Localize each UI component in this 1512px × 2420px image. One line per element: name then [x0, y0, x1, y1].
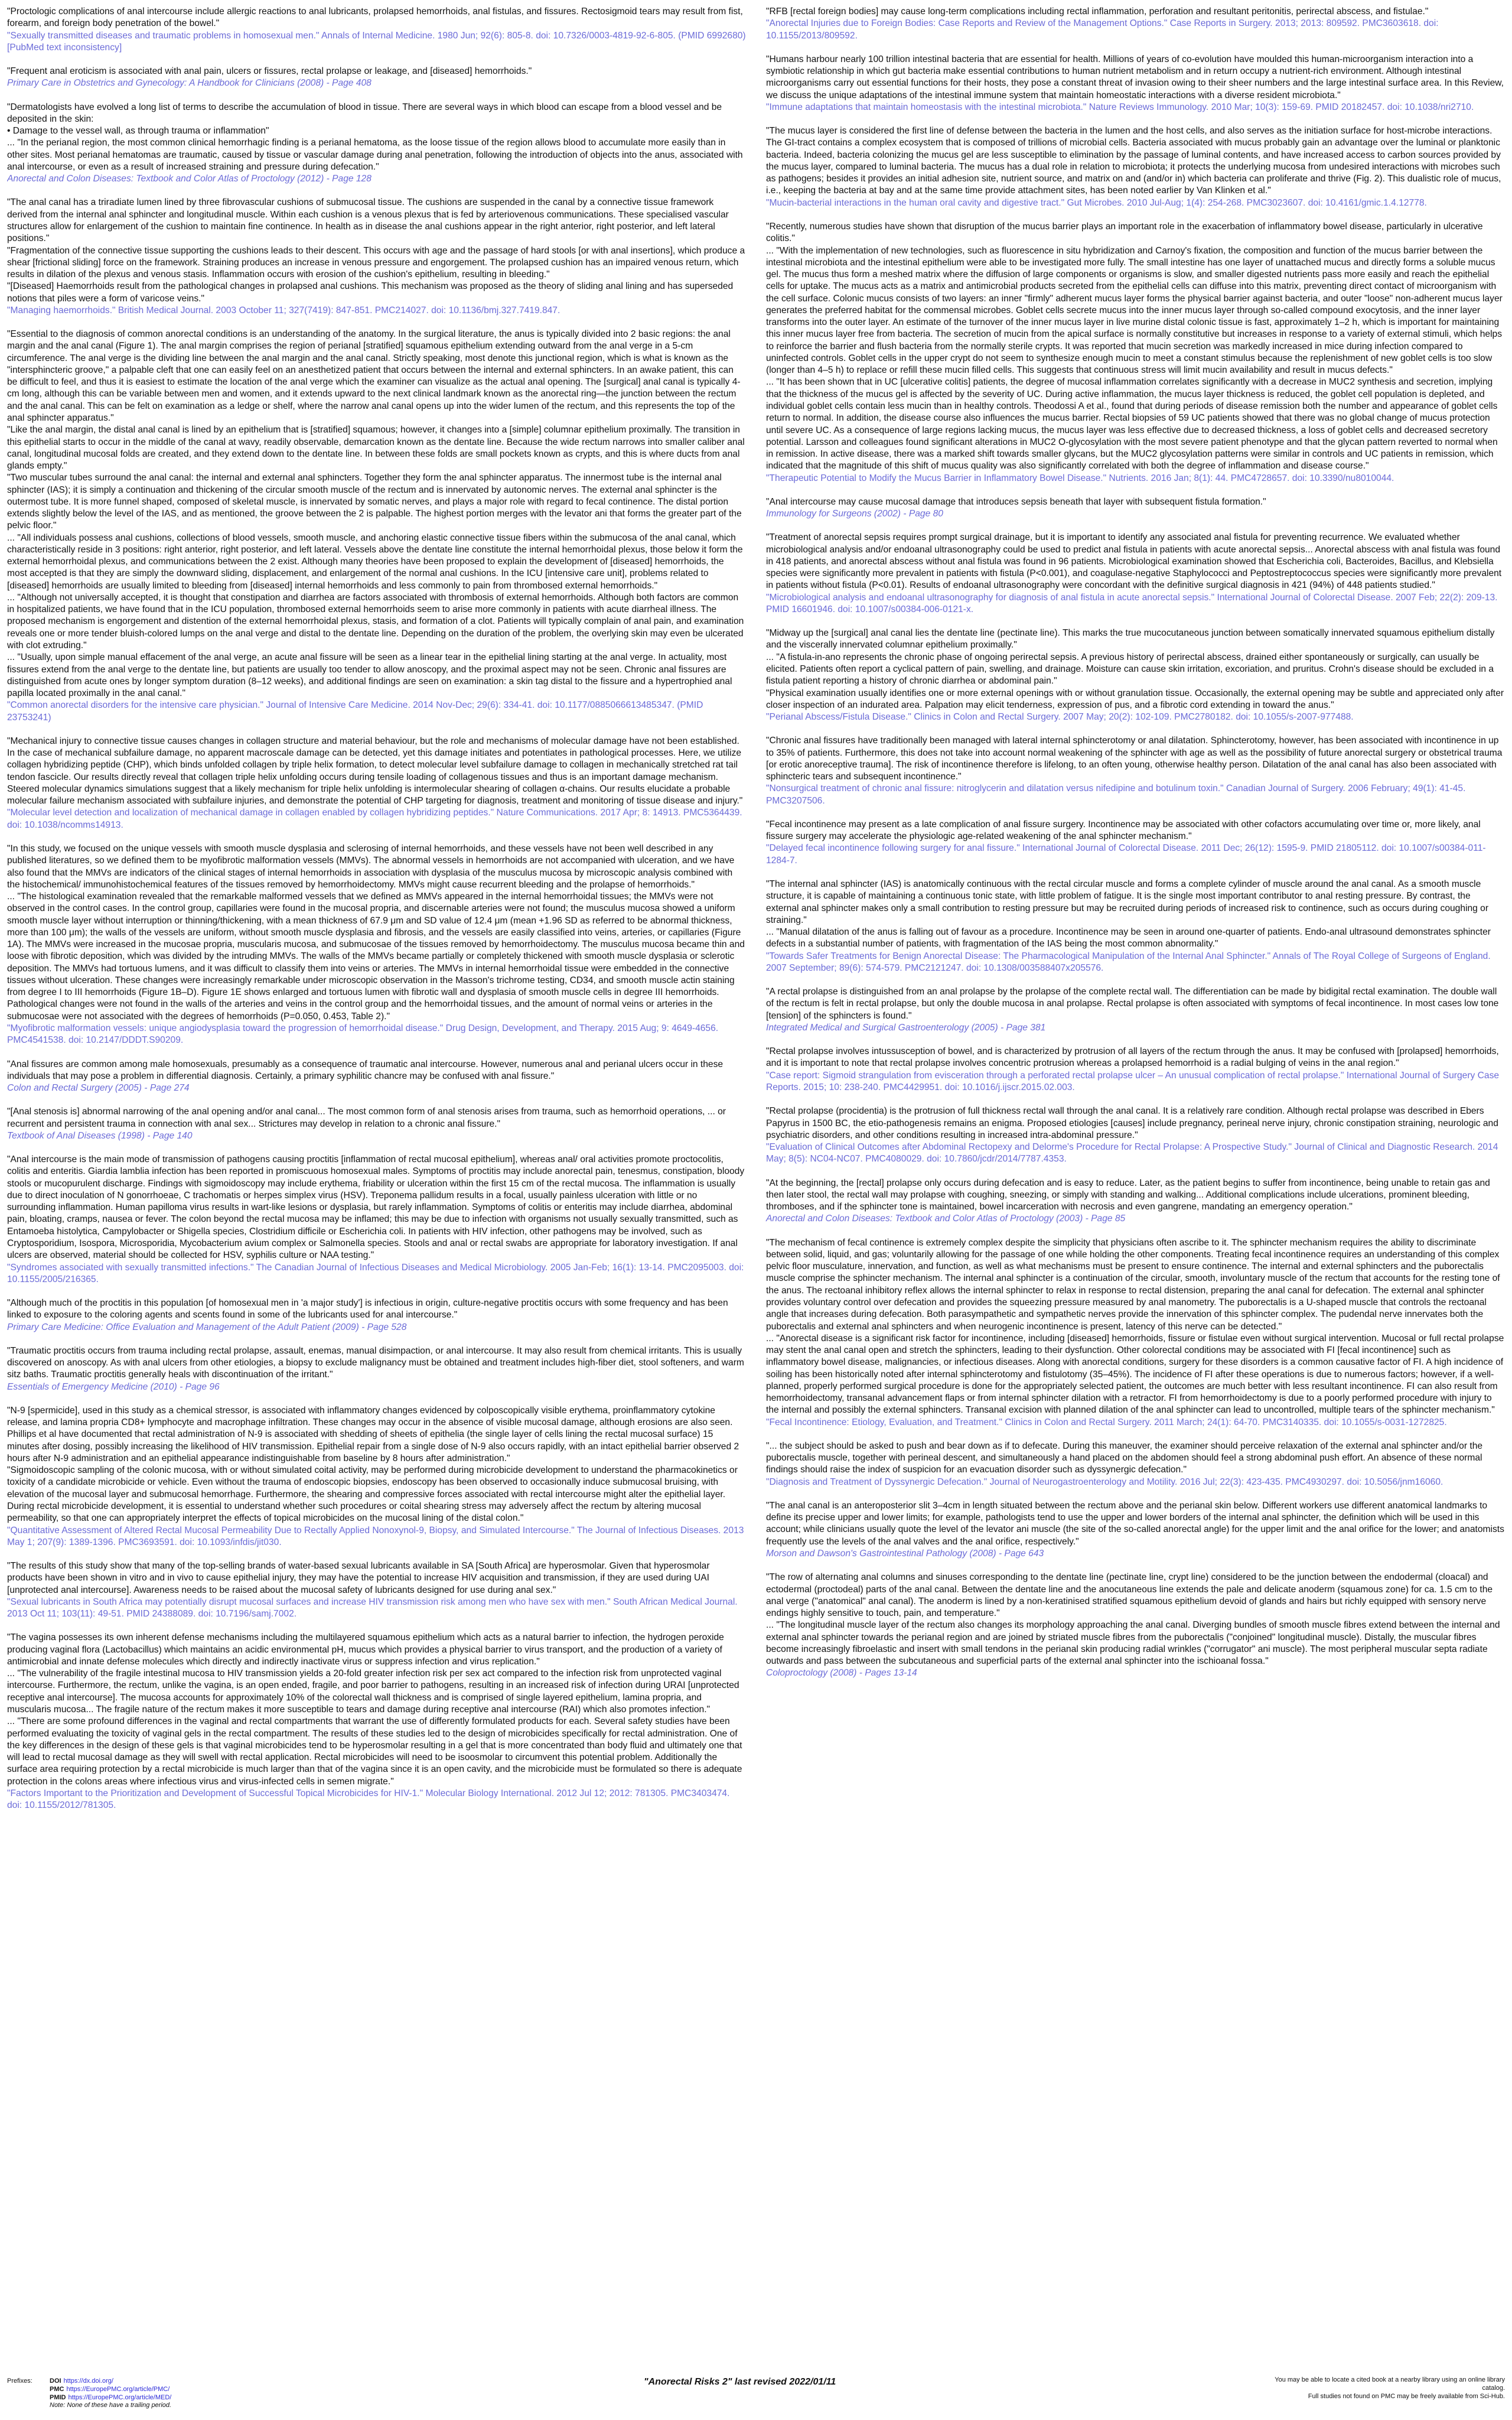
- footer-notes: [1257, 2376, 1505, 2401]
- book-citation[interactable]: Anorectal and Colon Diseases: Textbook and Color Atlas of Proctology (2012) - Page 128: [7, 174, 372, 184]
- quote-text: ... "The histological examination revealed that the remarkable malformed vessels that we defined as MMVs appeared in the internal hemorrhoidal tissues; the MMVs were not observed in the control cases. In the control group, capillaries were found in the mucosal propria, and discernable arteries were not found; the musculus mucosa showed a uniform smooth muscle layer without interruption or thinning/thickening, with a mean thickness of 67.9 μm and SD value of 12.4 μm (mean +1.96 SD as referred to be abnormal thickness, more than 100 μm); the walls of the vessels are uniform, without smooth muscle dysplasia and fibrosis, and the vessels are easily classified into veins, arteries, or capillaries (Figure 1A). The MMVs were increased in the mucosae propria, muscularis mucosa, and submucosae of the tissues removed by hemorrhoidectomy. The musculus mucosa became thin and loose with fibrotic deposition, which was divided by the intruding MMVs. The walls of the MMVs became partially or completely thickened with smooth muscle dysplasia or sclerotic deposition. The MMVs had tortuous lumens, and it was difficult to classify them into veins or arteries. The MMVs in internal hemorrhoidal tissue were embedded in the connective tissues without ulceration. These changes were increasingly remarkable under microscopic observation in the Masson's trichrome testing, CD34, and smooth muscle actin staining from degree I to III hemorrhoids (Figure 1B–D). Figure 1E shows enlarged and tortuous lumen with fibrotic wall and dysplasia of smooth muscle cells in degree III hemorrhoids. Pathological changes were not found in the walls of the arteries and veins in the control group and the hemorrhoidal tissues, and the amount of normal veins or arteries in the submucosae were not associated with the degrees of hemorrhoids (P=0.050, 0.453, Table 2).": [7, 892, 745, 1022]
- quote-text: "At the beginning, the [rectal] prolapse only occurs during defecation and is easy to reduce. Later, as the patient begins to suffer from incontinence, being unable to retain gas and then later stool, the rectal wall may prolapse with coughing, sneezing, or simply with standing and walking... Additional complications include ulcerations, prominent bleeding, thromboses, and if the sphincter tone is maintained, bowel incarceration with necrosis and even gangrene, mandating an emergency operation.": [766, 1178, 1490, 1212]
- quote-entry: [766, 1572, 1505, 1679]
- article-citation[interactable]: "Molecular level detection and localization of mechanical damage in collagen enabled by collagen hybridizing peptides." Nature Communications. 2017 Apr; 8: 14913. PMC5364439. doi: 10.1038/ncomms14913.: [7, 808, 742, 830]
- quote-text: "[Diseased] Haemorrhoids result from the pathological changes in prolapsed anal cushions. This mechanism was proposed as the theory of sliding anal lining and has superseded notions that piles were a form of varicose veins.": [7, 281, 734, 304]
- quote-text: ... "Although not universally accepted, it is thought that constipation and diarrhea are factors associated with thrombosis of external hemorrhoids. Although both factors are common in hospitalized patients, we have found that in the ICU population, thrombosed external hemorrhoids seem to arise more commonly in patients with acute diarrheal illness. The proposed mechanism is engorgement and distention of the external hemorrhoidal plexus, stasis, and formation of a clot. Patients will typically complain of anal pain, and examination reveals one or more tender bluish-colored lumps on the anal verge and distal to the dentate line. Depending on the duration of the problem, the overlying skin may even be ulcerated with clot extruding.": [7, 592, 744, 651]
- quote-text: "N-9 [spermicide], used in this study as a chemical stressor, is associated with inflammatory changes evidenced by colposcopically visible erythema, proinflammatory cytokine release, and lamina propria CD8+ lymphocyte and macrophage infiltration. These changes may occur in the absence of visible mucosal damage, although erosions are also seen. Phillips et al have documented that rectal administration of N-9 is associated with shedding of sheets of epithelia (the single layer of cells lining the rectal mucosal surface) 15 minutes after dosing, possibly increasing the likelihood of HIV transmission. Epithelial repair from a single dose of N-9 also occurs rapidly, with an intact epithelial barrier observed 2 hours after N-9 administration and an epithelial appearance indistinguishable from baseline by 8 hours after administration.": [7, 1405, 739, 1463]
- document-title: "Anorectal Risks 2" last revised 2022/01/11: [644, 2377, 836, 2387]
- quote-entry: [766, 1237, 1505, 1429]
- quote-text: ... "It has been shown that in UC [ulcerative colitis] patients, the degree of mucosal inflammation correlates significantly with a decrease in MUC2 synthesis and secretion, implying that the thickness of the mucus gel is affected by the severity of UC. During active inflammation, the mucus layer thickness is reduced, the goblet cell population is depleted, and individual goblet cells contain less mucin than in healthy controls. Theodossi A et al., found that during periods of disease remission both the number and appearance of goblet cells return to normal. In addition, the disease course also influences the mucus barrier. Rectal biopsies of 59 UC patients showed that there was no global change of mucus protection until severe UC. As a consequence of large regions lacking mucus, the mucus layer was less effective due to decreased thickness, a loss of goblet cells and decreased secretory potential. Larsson and colleagues found significant alterations in MUC2 O-glycosylation with the most severe patient phenotype and that the glycan pattern reverted to normal when in remission. In active disease, there was a marked shift towards smaller glycans, but the MUC2 glycosylation patterns were similar in controls and UC patients in remission, which indicated that the magnitude of this shift of mucus quality was also significantly correlated with both the degree of inflammation and disease course.": [766, 377, 1498, 471]
- quote-entry: [7, 1345, 746, 1393]
- quote-text: "Frequent anal eroticism is associated with anal pain, ulcers or fissures, rectal prolapse or leakage, and [diseased] hemorrhoids.": [7, 66, 532, 77]
- quote-entry: [766, 1178, 1505, 1225]
- quote-text: "Proctologic complications of anal intercourse include allergic reactions to anal lubricants, prolapsed hemorrhoids, anal fistulas, and fissures. Rectosigmoid tears may result from fist, forearm, and foreign body penetration of the bowel.": [7, 6, 743, 29]
- quote-entry: [7, 1106, 746, 1142]
- quote-entry: [766, 221, 1505, 484]
- doi-prefix-row: DOI https://dx.doi.org/: [50, 2377, 113, 2385]
- library-note: You may be able to locate a cited book at a nearby library using an online library catalog.: [1275, 2376, 1505, 2392]
- article-citation[interactable]: "Anorectal Injuries due to Foreign Bodies: Case Reports and Review of the Management Options." Case Reports in Surgery. 2013; 2013: 809592. PMC3603618. doi: 10.1155/2013/809592.: [766, 18, 1439, 41]
- quote-entry: [7, 197, 746, 317]
- quote-text: ... "The vulnerability of the fragile intestinal mucosa to HIV transmission yields a 20-fold greater infection risk per sex act compared to the infection risk from unprotected vaginal intercourse. Furthermore, the rectum, unlike the vagina, is an open ended, fragile, and poor barrier to pathogens, resulting in an increased risk of infection during URAI [unprotected receptive anal intercourse]. The mucosa accounts for approximately 10% of the colorectal wall thickness and is comprised of single layered epithelium, lamina propria, and muscularis mucosa... The fragile nature of the rectum makes it more susceptible to tears and damage during receptive anal intercourse (RAI) which also promotes infection.": [7, 1668, 739, 1715]
- quote-entry: [766, 532, 1505, 616]
- quote-text: "Midway up the [surgical] anal canal lies the dentate line (pectinate line). This marks the true mucocutaneous junction between somatically innervated squamous epithelium distally and the viscerally innervated columnar epithelium proximally.": [766, 628, 1495, 650]
- quote-text: "In this study, we focused on the unique vessels with smooth muscle dysplasia and sclerosing of internal hemorrhoids, and these vessels have not been well described in any published literatures, so we defined them to be myofibrotic malformation vessels (MMVs). The abnormal vessels in hemorrhoids are not accompanied with ulceration, and we have also found that the MMVs are indicators of the clinical stages of internal hemorrhoids in association with dysplasia of the musculus mucosa by microscopic analysis combined with the histochemical/ immunohistochemical features of the tissues removed by hemorrhoidectomy. MMVs might cause recurrent bleeding and the prolapse of hemorrhoids.": [7, 844, 735, 890]
- quote-entry: [7, 328, 746, 724]
- quote-entry: [766, 1500, 1505, 1560]
- quote-entry: [766, 879, 1505, 974]
- quote-entry: [766, 1440, 1505, 1488]
- scihub-note: Full studies not found on PMC may be freely available from Sci-Hub.: [1308, 2392, 1505, 2400]
- article-citation[interactable]: "Immune adaptations that maintain homeostasis with the intestinal microbiota." Nature Reviews Immunology. 2010 Mar; 10(3): 159-69. PMID 20182457. doi: 10.1038/nri2710.: [766, 102, 1474, 112]
- quote-text: ... "A fistula-in-ano represents the chronic phase of ongoing perirectal sepsis. A previous history of perirectal abscess, drained either spontaneously or surgically, can usually be elicited. Patients often report a cyclical pattern of pain, swelling, and drainage. Moisture can cause skin irritation, excoriation, and pruritus. Crohn's disease should be excluded in a fistula patient reporting a history of chronic diarrhea or abdominal pain.": [766, 652, 1494, 687]
- quote-entry: [766, 819, 1505, 867]
- book-citation[interactable]: Primary Care in Obstetrics and Gynecology: A Handbook for Clinicians (2008) - Page 408: [7, 78, 372, 89]
- quote-text: "The vagina possesses its own inherent defense mechanisms including the multilayered squamous epithelium which acts as a natural barrier to infection, the hydrogen peroxide producing vaginal flora (Lactobacillus) which maintains an acidic environmental pH, mucus which provides a physical barrier to virus transport, and the production of a variety of antimicrobial and innate defense molecules which directly and indirectly inactivate virus or suppress infection and virus replication.": [7, 1632, 724, 1667]
- quote-text: "The mechanism of fecal continence is extremely complex despite the simplicity that physicians often ascribe to it. The sphincter mechanism requires the ability to discriminate between solid, liquid, and gas; voluntarily allowing for the passage of one while holding the other components. Treating fecal incontinence requires an understanding of this complex pelvic floor musculature, innervation, and function, as well as what mechanisms must be present to ensure continence. The internal and external sphincters and the puborectalis muscle comprise the sphincter mechanism. The internal anal sphincter is a continuation of the circular, smooth, involuntary muscle of the rectum that accounts for the resting tone of the anus. The rectoanal inhibitory reflex allows the internal sphincter to relax in response to rectal distension, preparing the anal canal for defecation. The external anal sphincter provides voluntary control over defecation and provides the squeezing pressure measured by anal manometry. The puborectalis is a U-shaped muscle that controls the rectoanal angle that increases during defecation. Both parasympathetic and sympathetic nerves provide the innervation of this sphincter complex. The pudendal nerve innervates both the puborectalis and external anal sphincters and when neurogenic incontinence is present, latency of this nerve can be detected.": [766, 1237, 1500, 1332]
- right-column: [766, 6, 1505, 2366]
- quote-entry: [7, 1560, 746, 1620]
- left-column: [7, 6, 746, 2366]
- article-citation[interactable]: "Towards Safer Treatments for Benign Anorectal Disease: The Pharmacological Manipulation of the Internal Anal Sphincter." Annals of The Royal College of Surgeons of England. 2007 September; 89(6): 574-579. PMC2121247. doi: 10.1308/003588407x205576.: [766, 951, 1491, 973]
- article-citation[interactable]: "Myofibrotic malformation vessels: unique angiodysplasia toward the progression of hemorrhoidal disease." Drug Design, Development, and Therapy. 2015 Aug; 9: 4649-4656. PMC4541538. doi: 10.2147/DDDT.S90209.: [7, 1023, 719, 1046]
- quote-text: "RFB [rectal foreign bodies] may cause long-term complications including rectal inflammation, perforation and resultant peritonitis, perirectal abscess, and fistulae.": [766, 6, 1429, 17]
- quote-entry: [7, 1059, 746, 1095]
- article-citation[interactable]: "Syndromes associated with sexually transmitted infections." The Canadian Journal of Infectious Diseases and Medical Microbiology. 2005 Jan-Feb; 16(1): 13-14. PMC2095003. doi: 10.1155/2005/216365.: [7, 1262, 744, 1284]
- quote-text: ... "Anorectal disease is a significant risk factor for incontinence, including [diseased] hemorrhoids, fissure or fistulae even without surgical intervention. Mucosal or full rectal prolapse may stent the anal canal open and stretch the sphincters, leading to their dysfunction. Other colorectal conditions may be associated with FI [fecal incontinence] such as inflammatory bowel disease, malignancies, or infectious diseases. Along with anorectal conditions, surgery for these disorders is a common causative factor of FI. A high incidence of soiling has been historically noted after internal sphincterotomy and fistulotomy (35–45%). The incidence of FI after these operations is due to numerous factors; however, if a well-planned, properly performed surgical procedure is done for the appropriately selected patient, the outcomes are much better with less resultant incontinence. FI can also result from hemorrhoidectomy, transanal advancement flaps or from internal sphincter dilation with a retractor. FI from hemorrhoidectomy is due to a poorly performed procedure with injury to the internal and possibly the external sphincters. Transanal excision with planned dilation of the anal sphincter can lead to uncontrolled, multiple tears of the sphincter mechanism.": [766, 1333, 1504, 1416]
- quote-entry: [7, 736, 746, 831]
- article-citation[interactable]: "Fecal Incontinence: Etiology, Evaluation, and Treatment." Clinics in Colon and Rectal Surgery. 2011 March; 24(1): 64-70. PMC3140335. doi: 10.1055/s-0031-1272825.: [766, 1417, 1447, 1427]
- quote-entry: [766, 54, 1505, 113]
- quote-text: ... "There are some profound differences in the vaginal and rectal compartments that warrant the use of differently formulated products for each. Several safety studies have been performed evaluating the toxicity of vaginal gels in the rectal compartment. The results of these studies led to the design of microbicides specifically for rectal administration. One of the key differences in the design of these gels is that vaginal microbicides tend to be hyperosmolar resulting in a gel that is more concentrated than body fluid and ultimately one that will lead to rectal mucosal damage as they will swell with rectal application. Rectal microbicides will need to be isoosmolar to circumvent this potential problem. Additionally the surface area requiring protection by a rectal microbicide is much larger than that of the vagina since it is an open cavity, and the microbicide must be formulated so there is adequate protection in the colons areas where infectious virus and virus-infected cells in semen migrate.": [7, 1716, 742, 1787]
- quote-text: ... "In the perianal region, the most common clinical hemorrhagic finding is a perianal hematoma, as the loose tissue of the region allows blood to accumulate more easily than in other sites. Most perianal hematomas are traumatic, caused by tissue or vascular damage during anal penetration, following the introduction of objects into the anus, associated with anal intercourse, or even as a result of increased straining and pressure during defecation.": [7, 138, 743, 172]
- quote-text: "The internal anal sphincter (IAS) is anatomically continuous with the rectal circular muscle and forms a complete cylinder of muscle around the anal canal. As a smooth muscle structure, it is capable of maintaining a continuous tonic state, with little problem of fatigue. It is the single most important contributor to anal resting pressure. By contrast, the external anal sphincter makes only a small contribution to resting pressure but may be recruited during periods of increased risk to continence, such as occurs during coughing or straining.": [766, 879, 1489, 925]
- prefixes-label: Prefixes:: [7, 2377, 32, 2385]
- article-citation[interactable]: "Sexually transmitted diseases and traumatic problems in homosexual men." Annals of Internal Medicine. 1980 Jun; 92(6): 805-8. doi: 10.7326/0003-4819-92-6-805. (PMID 6992680) [PubMed text inconsistency]: [7, 30, 746, 53]
- pmc-prefix-row: PMC https://EuropePMC.org/article/PMC/: [50, 2385, 170, 2393]
- quote-text: "Humans harbour nearly 100 trillion intestinal bacteria that are essential for health. Millions of years of co-evolution have moulded this human-microorganism interaction into a symbiotic relationship in which gut bacteria make essential contributions to human nutrient metabolism and in return occupy a nutrient-rich environment. Although intestinal microorganisms carry out essential functions for their hosts, they pose a constant threat of invasion owing to their sheer numbers and the large intestinal surface area. In this Review, we discuss the unique adaptations of the intestinal immune system that maintain homeostatic interactions with a diverse resident microbiota.": [766, 54, 1504, 100]
- quote-entry: [7, 843, 746, 1047]
- quote-text: "Fecal incontinence may present as a late complication of anal fissure surgery. Incontinence may be associated with other cofactors accumulating over time or, more likely, anal fissure surgery may accelerate the physiologic age-related weakening of the anal sphincter mechanism.": [766, 819, 1481, 842]
- quote-text: "Two muscular tubes surround the anal canal: the internal and external anal sphincters. Together they form the anal sphincter apparatus. The innermost tube is the internal anal sphincter (IAS); it is simply a continuation and thickening of the circular smooth muscle of the rectum and is innervated by autonomic nerves. The external anal sphincter is the outermost tube. It is more funnel shaped, composed of skeletal muscle, is innervated by somatic nerves, and plays a major role with regard to fecal continence. The distal portion extends slightly below the level of the IAS, and as mentioned, the groove between the 2 is palpable. The highest portion merges with the levator ani that forms the greater part of the pelvic floor.": [7, 473, 742, 531]
- book-citation[interactable]: Essentials of Emergency Medicine (2010) - Page 96: [7, 1381, 220, 1392]
- quote-entry: [766, 735, 1505, 807]
- quote-entry: [7, 102, 746, 186]
- quote-text: "The row of alternating anal columns and sinuses corresponding to the dentate line (pectinate line, crypt line) considered to be the junction between the endodermal (cloacal) and ectodermal (proctodeal) parts of the anal canal. Between the dentate line and the anocutaneous line extends the pale and delicate anoderm (squamous zone) for ca. 1.5 cm to the anal verge ("anatomical" anal canal). The anoderm is lined by a non-keratinised stratified squamous epithelium devoid of glands and hairs but richly equipped with sensory nerve endings highly sensitive to touch, pain, and temperature.": [766, 1572, 1493, 1619]
- quote-text: "Mechanical injury to connective tissue causes changes in collagen structure and material behaviour, but the role and mechanisms of molecular damage have not been established. In the case of mechanical subfailure damage, no apparent macroscale damage can be detected, yet this damage initiates and potentiates in pathological processes. Here, we utilize collagen hybridizing peptide (CHP), which binds unfolded collagen by triple helix formation, to detect molecular level subfailure damage to collagen in mechanically stretched rat tail tendon fascicle. Our results directly reveal that collagen triple helix unfolding occurs during tensile loading of collagenous tissues and thus is an important damage mechanism. Steered molecular dynamics simulations suggest that a likely mechanism for triple helix unfolding is intermolecular shearing of collagen α-chains. Our results elucidate a probable molecular failure mechanism associated with subfailure injuries, and demonstrate the potential of CHP targeting for diagnosis, treatment and monitoring of tissue disease and injury.": [7, 736, 743, 806]
- quote-entry: [766, 6, 1505, 42]
- quote-text: ... "All individuals possess anal cushions, collections of blood vessels, smooth muscle, and anchoring elastic connective tissue fibers within the submucosa of the anal canal, which characteristically reside in 3 positions: right anterior, right posterior, and left lateral. Vessels above the dentate line constitute the internal hemorrhoidal plexus, those below it form the external hemorrhoidal plexus, and communications between the 2 exist. Although many theories have been proposed to explain the development of [diseased] hemorrhoids, the most accepted is that they are simply the downward sliding, displacement, and enlargement of the normal anal cushions. In the ICU [intensive care unit], problems related to [diseased] hemorrhoids are usually limited to bleeding from [diseased] internal hemorrhoids and less commonly to pain from thrombosed external hemorrhoids.": [7, 532, 743, 591]
- quote-text: ... "Usually, upon simple manual effacement of the anal verge, an acute anal fissure will be seen as a linear tear in the epithelial lining starting at the anal verge. In actuality, most fissures extend from the anal verge to the dentate line, but patients are usually too tender to allow anoscopy, and the proximal aspect may not be seen. Chronic anal fissures are distinguished from acute ones by longer symptom duration (8–12 weeks), and additional findings are seen on examination: a skin tag distal to the fissure and a hypertrophied anal papilla located proximally in the anal canal.": [7, 652, 732, 699]
- book-citation[interactable]: Anorectal and Colon Diseases: Textbook and Color Atlas of Proctology (2003) - Page 85: [766, 1214, 1126, 1224]
- quote-text: "Traumatic proctitis occurs from trauma including rectal prolapse, assault, enemas, manual disimpaction, or anal intercourse. It may also result from chemical irritants. This is usually discovered on anoscopy. As with anal ulcers from other etiologies, a biopsy to exclude malignancy must be obtained and treatment includes high-fiber diet, stool softeners, and warm sitz baths. Traumatic proctitis generally heals with discontinuation of the irritant.": [7, 1345, 744, 1380]
- quote-text: "Anal intercourse is the main mode of transmission of pathogens causing proctitis [inflammation of rectal mucosal epithelium], whereas anal/ oral activities promote proctocolitis, colitis and enteritis. Giardia lamblia infection has been reported in promiscuous homosexual males. Symptoms of proctitis may include anorectal pain, tenesmus, constipation, bloody stools or mucopurulent discharge. Findings with sigmoidoscopy may include erythema, friability or ulceration within the first 15 cm of the rectal mucosa. The inflammation is usually due to direct inoculation of N gonorrhoeae, C trachomatis or herpes simplex virus (HSV). Treponema pallidum results in a focal, usually painless ulceration with little or no surrounding inflammation. Human papilloma virus results in wart-like lesions or dysplasia, but rarely inflammation. Symptoms of colitis or enteritis may include diarrhea, abdominal pain, bloating, cramps, nausea or fever. The colon beyond the rectal mucosa may be inflamed; this may be due to infection with organisms not usually sexually transmitted, such as Entamoeba histolytica, Campylobacter or Shigella species, Clostridium difficile or Escherichia coli. In patients with HIV infection, other pathogens may be involved, such as Cryptosporidium, Isospora, Microsporidia, Mycobacterium avium complex or Salmonella species. Stools and anal or rectal swabs are appropriate for laboratory investigation. If anal ulcers are observed, material should be collected for HSV, syphilis culture or NAA testing.": [7, 1154, 745, 1261]
- quote-entry: [766, 627, 1505, 723]
- article-citation[interactable]: "Mucin-bacterial interactions in the human oral cavity and digestive tract." Gut Microbes. 2010 Jul-Aug; 1(4): 254-268. PMC3023607. doi: 10.4161/gmic.1.4.12778.: [766, 197, 1427, 208]
- prefixes-note: Note: None of these have a trailing period.: [50, 2402, 172, 2409]
- pmc-prefix-link[interactable]: https://EuropePMC.org/article/PMC/: [66, 2385, 170, 2393]
- article-citation[interactable]: "Diagnosis and Treatment of Dyssynergic Defecation." Journal of Neurogastroenterology and Motility. 2016 Jul; 22(3): 423-435. PMC4930297. doi: 10.5056/jnm16060.: [766, 1476, 1443, 1487]
- quote-entry: [7, 66, 746, 90]
- book-citation[interactable]: Coloproctology (2008) - Pages 13-14: [766, 1668, 917, 1679]
- quote-text: "Recently, numerous studies have shown that disruption of the mucus barrier plays an important role in the exacerbation of inflammatory bowel disease, particularly in ulcerative colitis.": [766, 221, 1483, 244]
- quote-text: "Although much of the proctitis in this population [of homosexual men in 'a major study'] is infectious in origin, culture-negative proctitis occurs with some frequency and has been linked to exposure to the coloring agents and scents found in some of the lubricants used for anal intercourse.": [7, 1298, 728, 1320]
- pmid-prefix-link[interactable]: https://EuropePMC.org/article/MED/: [68, 2393, 172, 2401]
- quote-text: "Fragmentation of the connective tissue supporting the cushions leads to their descent. This occurs with age and the passage of hard stools [or with anal insertions], which produce a shear [frictional sliding] force on the framework. Straining produces an increase in venous pressure and engorgement. The prolapsed cushion has an impaired venous return, which results in dilation of the plexus and venous stasis. Inflammation occurs with erosion of the cushion's epithelium, resulting in bleeding.": [7, 245, 745, 280]
- quote-text: "Treatment of anorectal sepsis requires prompt surgical drainage, but it is important to identify any associated anal fistula for preventing recurrence. We evaluated whether microbiological analysis and/or endoanal ultrasonography could be used to predict anal fistula in patients with acute anorectal sepsis... Anorectal abscess with anal fistula was found in 418 patients, and anorectal abscess without anal fistula was found in 96 patients. Microbiological examination showed that Escherichia coli, Bacteroides, Bacillus, and Klebsiella species were significantly more prevalent in patients with fistula (P<0.001), and coagulase-negative Staphylococci and Peptostreptococcus species were significantly more prevalent in patients without fistula (P<0.01). Results of endoanal ultrasonography were concordant with the definitive surgical diagnosis in 421 (94%) of 448 patients studied.": [766, 532, 1502, 591]
- quote-entry: [7, 1297, 746, 1333]
- article-citation[interactable]: "Perianal Abscess/Fistula Disease." Clinics in Colon and Rectal Surgery. 2007 May; 20(2): 102-109. PMC2780182. doi: 10.1055/s-2007-977488.: [766, 712, 1354, 723]
- article-citation[interactable]: "Microbiological analysis and endoanal ultrasonography for diagnosis of anal fistula in acute anorectal sepsis." International Journal of Colorectal Disease. 2007 Feb; 22(2): 209-13. PMID 16601946. doi: 10.1007/s00384-006-0121-x.: [766, 592, 1498, 614]
- doi-prefix-link[interactable]: https://dx.doi.org/: [63, 2377, 113, 2385]
- article-citation[interactable]: "Case report: Sigmoid strangulation from evisceration through a perforated rectal prolapse ulcer – An unusual complication of rectal prolapse." International Journal of Surgery Case Reports. 2015; 10: 238-240. PMC4429951. doi: 10.1016/j.ijscr.2015.02.003.: [766, 1070, 1500, 1092]
- article-citation[interactable]: "Nonsurgical treatment of chronic anal fissure: nitroglycerin and dilatation versus nifedipine and botulinum toxin." Canadian Journal of Surgery. 2006 February; 49(1): 41-45. PMC3207506.: [766, 783, 1466, 806]
- quote-text: "The anal canal is an anteroposterior slit 3–4cm in length situated between the rectum above and the perianal skin below. Different workers use different anatomical landmarks to define its precise upper and lower limits; for example, pathologists tend to use the upper and lower borders of the internal anal sphincter, the definition which will be used in this account; while clinicians usually quote the level of the levator ani muscle (the site of the so-called anorectal angle) for the upper limit and the anal orifice for the lower; and anatomists frequently use the levels of the anal valves and the anal orifice, respectively.": [766, 1500, 1504, 1547]
- quote-entry: [766, 986, 1505, 1034]
- quote-text: • Damage to the vessel wall, as through trauma or inflammation": [7, 126, 269, 136]
- quote-text: "Anal intercourse may cause mucosal damage that introduces sepsis beneath that layer with subsequent fistula formation.": [766, 496, 1266, 507]
- pmid-prefix-row: PMID https://EuropePMC.org/article/MED/: [50, 2393, 172, 2401]
- quote-entry: [766, 125, 1505, 209]
- quote-entry: [766, 496, 1505, 521]
- quote-text: "Rectal prolapse involves intussusception of bowel, and is characterized by protrusion of all layers of the rectum through the anus. It may be confused with [prolapsed] hemorrhoids, and it is important to note that rectal prolapse involves concentric protrusion whereas a prolapsed hemorrhoid is a radial bulging of veins in the anal region.": [766, 1046, 1499, 1069]
- book-citation[interactable]: Colon and Rectal Surgery (2005) - Page 274: [7, 1083, 190, 1094]
- article-citation[interactable]: "Delayed fecal incontinence following surgery for anal fissure." International Journal of Colorectal Disease. 2011 Dec; 26(12): 1595-9. PMID 21805112. doi: 10.1007/s00384-011-1284-7.: [766, 843, 1486, 866]
- quote-text: "The results of this study show that many of the top-selling brands of water-based sexual lubricants available in SA [South Africa] are hyperosmolar. Given that hyperosmolar products have been shown in vitro and in vivo to cause epithelial injury, they may have the potential to increase HIV acquisition and transmission, if they are used during UAI [unprotected anal intercourse]. Awareness needs to be raised about the mucosal safety of lubricants designed for use during anal sex.": [7, 1561, 710, 1595]
- article-citation[interactable]: "Common anorectal disorders for the intensive care physician." Journal of Intensive Care Medicine. 2014 Nov-Dec; 29(6): 334-41. doi: 10.1177/0885066613485347. (PMID 23753241): [7, 700, 703, 723]
- quote-text: "Rectal prolapse (procidentia) is the protrusion of full thickness rectal wall through the anal canal. It is a relatively rare condition. Although rectal prolapse was described in Ebers Papyrus in 1500 BC, the etio-pathogenesis remains an enigma. Proposed etiologies [causes] include pregnancy, perineal nerve injury, chronic constipation straining, neurologic and psychiatric disorders, and other conditions resulting in increased intra-abdominal pressure.": [766, 1106, 1498, 1140]
- quote-text: "[Anal stenosis is] abnormal narrowing of the anal opening and/or anal canal... The most common form of anal stenosis arises from trauma, such as hemorrhoid operations, ... or recurrent and persistent trauma in connection with anal sex... Strictures may develop in relation to a chronic anal fissure.": [7, 1107, 726, 1129]
- quote-text: "A rectal prolapse is distinguished from an anal prolapse by the prolapse of the complete rectal wall. The differentiation can be made by bidigital rectal examination. The double wall of the rectum is felt in rectal prolapse, but only the double mucosa in anal prolapse. Rectal prolapse is often associated with symptoms of fecal incontinence. In most cases low tone [tension] of the sphincters is found.": [766, 987, 1499, 1021]
- quote-text: "Sigmoidoscopic sampling of the colonic mucosa, with or without simulated coital activity, may be performed during microbicide development to understand the pharmacokinetics or toxicity of a candidate microbicide or vehicle. Even without the trauma of endoscopic biopsies, endoscopy has been observed to occasionally induce submucosal bruising, with elevation of the mucosal layer and submucosal hemorrhage. Furthermore, the shearing and compressive forces associated with rectal intercourse might alter the epithelial layer. During rectal microbicide development, it is essential to understand whether such procedures or coital shearing stress may adversely affect the rectum by altering mucosal permeability, so that one can appropriately interpret the effects of topical microbicides on the mucosal lining of the distal colon.": [7, 1465, 738, 1524]
- book-citation[interactable]: Morson and Dawson's Gastrointestinal Pathology (2008) - Page 643: [766, 1549, 1044, 1559]
- quote-text: "Physical examination usually identifies one or more external openings with or without granulation tissue. Occasionally, the external opening may be subtle and appreciated only after closer inspection of an indurated area. Palpation may elicit tenderness, expression of pus, and a fibrotic cord extending in toward the anus.": [766, 688, 1504, 710]
- quote-text: "Dermatologists have evolved a long list of terms to describe the accumulation of blood in tissue. There are several ways in which blood can escape from a blood vessel and be deposited in the skin:: [7, 102, 722, 124]
- quote-text: ... "Manual dilatation of the anus is falling out of favour as a procedure. Incontinence may be seen in around one-quarter of patients. Endo-anal ultrasound demonstrates sphincter defects in a substantial number of patients, with fragmentation of the IAS being the most common abnormality.": [766, 927, 1491, 949]
- quote-text: "Anal fissures are common among male homosexuals, presumably as a consequence of traumatic anal intercourse. However, numerous anal and perianal ulcers occur in these individuals that may pose a problem in differential diagnosis. Certainly, a primary syphilitic chancre may be confused with anal fissure.": [7, 1059, 724, 1081]
- quote-entry: [766, 1046, 1505, 1094]
- article-citation[interactable]: "Quantitative Assessment of Altered Rectal Mucosal Permeability Due to Rectally Applied Nonoxynol-9, Biopsy, and Simulated Intercourse." The Journal of Infectious Diseases. 2013 May 1; 207(9): 1389-1396. PMC3693591. doi: 10.1093/infdis/jit030.: [7, 1525, 744, 1547]
- quote-entry: [7, 6, 746, 54]
- book-citation[interactable]: Integrated Medical and Surgical Gastroenterology (2005) - Page 381: [766, 1022, 1046, 1033]
- document-body: [7, 6, 1505, 2366]
- article-citation[interactable]: "Factors Important to the Prioritization and Development of Successful Topical Microbicides for HIV-1." Molecular Biology International. 2012 Jul 12; 2012: 781305. PMC3403474. doi: 10.1155/2012/781305.: [7, 1788, 730, 1811]
- article-citation[interactable]: "Evaluation of Clinical Outcomes after Abdominal Rectopexy and Delorme's Procedure for Rectal Prolapse: A Prospective Study." Journal of Clinical and Diagnostic Research. 2014 May; 8(5): NC04-NC07. PMC4080029. doi: 10.7860/jcdr/2014/7787.4353.: [766, 1142, 1498, 1165]
- quote-text: "Essential to the diagnosis of common anorectal conditions is an understanding of the anatomy. In the surgical literature, the anus is typically divided into 2 basic regions: the anal margin and the anal canal (Figure 1). The anal margin comprises the region of perianal [stratified] squamous epithelium extending outward from the anal verge in a 5-cm circumference. The anal verge is the dividing line between the anal margin and the anal canal. Strictly speaking, most denote this junctional region, which is what is known as the "intersphincteric groove," a palpable cleft that one can easily feel on an anesthetized patient that occurs between the internal and external sphincters. In an awake patient, this can be difficult to feel, and thus it is easiest to estimate the location of the anal verge which the examiner can visualize as the actual anal opening. The [surgical] anal canal is typically 4-cm long, although this can be variable between men and women, and it extends upward to the next clinical landmark known as the anorectal ring—the junction between the rectum and the anal canal. This can be felt on examination as a ledge or shelf, where the narrow anal canal opens up into the wider lumen of the rectum, and this represents the top of the anal sphincter apparatus.": [7, 329, 741, 423]
- book-citation[interactable]: Immunology for Surgeons (2002) - Page 80: [766, 509, 943, 519]
- article-citation[interactable]: "Sexual lubricants in South Africa may potentially disrupt mucosal surfaces and increase HIV transmission risk among men who have sex with men." South African Medical Journal. 2013 Oct 11; 103(11): 49-51. PMID 24388089. doi: 10.7196/samj.7002.: [7, 1596, 738, 1619]
- quote-text: "The mucus layer is considered the first line of defense between the bacteria in the lumen and the host cells, and also serves as the initiation surface for host-microbe interactions. The GI-tract contains a complex ecosystem that is composed of trillions of microbial cells. Bacteria associated with mucus probably gain an advantage over the luminal or planktonic bacteria. Indeed, bacteria colonizing the mucus gel are less susceptible to elimination by the passage of luminal contents, and have increased access to carbon sources provided by the mucus layer, compared to luminal bacteria. The mucus has a dual role in relation to microbiota; it protects the underlying mucosa from undesired interactions with microbes such as pathogens; besides it provides an initial adhesion site, nutrient source, and matrix on and (and/or in) which bacteria can proliferate and thrive (Fig. 2). This dualistic role of mucus, i.e., keeping the bacteria at bay and at the same time provide attachment sites, has been noted earlier by Van Klinken et al.": [766, 126, 1501, 196]
- quote-entry: [7, 1405, 746, 1549]
- quote-entry: [766, 1105, 1505, 1165]
- quote-text: "... the subject should be asked to push and bear down as if to defecate. During this maneuver, the examiner should perceive relaxation of the external anal sphincter and/or the puborectalis muscle, together with perineal descent, and simultaneously a hand placed on the abdomen should feel a strong abdominal push effort. An absence of these normal findings should raise the index of suspicion for an evacuation disorder such as dyssynergic defecation.": [766, 1440, 1483, 1475]
- book-citation[interactable]: Textbook of Anal Diseases (1998) - Page 140: [7, 1130, 193, 1141]
- quote-text: "The anal canal has a triradiate lumen lined by three fibrovascular cushions of submucosal tissue. The cushions are suspended in the canal by a connective tissue framework derived from the internal anal sphincter and longitudinal muscle. Within each cushion is a venous plexus that is fed by arteriovenous communications. These specialised vascular structures allow for enlargement of the cushion to maintain fine continence. In health as in disease the anal cushions appear in the right anterior, right posterior, and left lateral positions.": [7, 197, 729, 244]
- quote-text: ... "The longitudinal muscle layer of the rectum also changes its morphology approaching the anal canal. Diverging bundles of smooth muscle fibres extend between the internal and external anal sphincter towards the perianal region and are joined by striated muscle fibres from the puborectalis ("conjoined" longitudinal muscle). Distally, the muscular fibres become increasingly fibroelastic and insert with small tendons in the perianal skin producing radial wrinkles ("corrugator" ani muscle). The most peripheral muscular septa radiate outwards and pass between the subcutaneous and superficial parts of the external anal sphincter into the ischioanal fossa.": [766, 1620, 1500, 1667]
- quote-text: ... "With the implementation of new technologies, such as fluorescence in situ hybridization and Carnoy's fixation, the composition and function of the mucus barrier between the intestinal microbiota and the intestinal epithelium were able to be investigated more fully. The small intestine has one layer of unattached mucus and directly forms a soluble mucus gel. The mucus thus form a meshed matrix where the diffusion of large components or organisms is slow, and smaller digested nutrients pass more easily and reach the epithelial cells for uptake. The mucus acts as a matrix and antimicrobial products secreted from the epithelial cells can diffuse into this matrix, preventing direct contact of microorganism with the cell surface. Colonic mucus consists of two layers: an inner "firmly" adherent mucus layer forms the physical barrier against bacteria, and outer "loose" non-adherent mucus layer generates the preferred habitat for the commensal microbes. Goblet cells secrete mucus into the inner mucus layer through so-called compound exocytosis, and the inner layer transforms into the outer layer. An estimate of the turnover of the inner mucus layer in live murine distal colonic tissue is fast, approximately 1–2 h, which is important for maintaining this inner mucus layer free from bacteria. The secretion of mucin from the apical surface is normally constitutive but increases in response to a variety of external stimuli, which helps to reinforce the barrier and flush bacteria from the normally sterile crypts. It was reported that mucin secretion was markedly increased in mice during infection compared to uninfected controls. Goblet cells in the upper crypt do not seem to synthesize enough mucin to meet a constant stimulus because the replenishment of new goblet cells is too slow (longer than 4–5 h) to replace or refill these mucin filled cells. This suggests that continuous stress will limit mucin availability and result in mucus defects.": [766, 245, 1503, 376]
- quote-text: "Like the anal margin, the distal anal canal is lined by an epithelium that is [stratified] squamous; however, it changes into a [simple] columnar epithelium proximally. The transition in this epithelial starts to occur in the middle of the canal at wavy, readily observable, demarcation known as the dentate line. Because the wide rectum narrows into smaller caliber anal canal, longitudinal mucosal folds are created, and they extend down to the dentate line. In between these folds are small pockets known as crypts, and this is where ducts from anal glands empty.": [7, 425, 745, 471]
- quote-text: "Chronic anal fissures have traditionally been managed with lateral internal sphincterotomy or anal dilatation. Sphincterotomy, however, has been associated with incontinence in up to 35% of patients. Furthermore, this does not take into account normal weakening of the sphincter with age as well as the possibility of future anorectal surgery or obstetrical trauma [or erotic anoreceptive trauma]. The risk of incontinence therefore is lifelong, to an often young, otherwise healthy person. Dilatation of the anal canal has also been associated with sphincteric tears and subsequent incontinence.": [766, 736, 1503, 782]
- quote-entry: [7, 1154, 746, 1286]
- book-citation[interactable]: Primary Care Medicine: Office Evaluation and Management of the Adult Patient (2009) - Page 528: [7, 1322, 407, 1332]
- quote-entry: [7, 1632, 746, 1811]
- page-footer: [0, 2370, 1512, 2420]
- article-citation[interactable]: "Managing haemorrhoids." British Medical Journal. 2003 October 11; 327(7419): 847-851. PMC214027. doi: 10.1136/bmj.327.7419.847.: [7, 305, 561, 315]
- article-citation[interactable]: "Therapeutic Potential to Modify the Mucus Barrier in Inflammatory Bowel Disease." Nutrients. 2016 Jan; 8(1): 44. PMC4728657. doi: 10.3390/nu8010044.: [766, 473, 1394, 483]
